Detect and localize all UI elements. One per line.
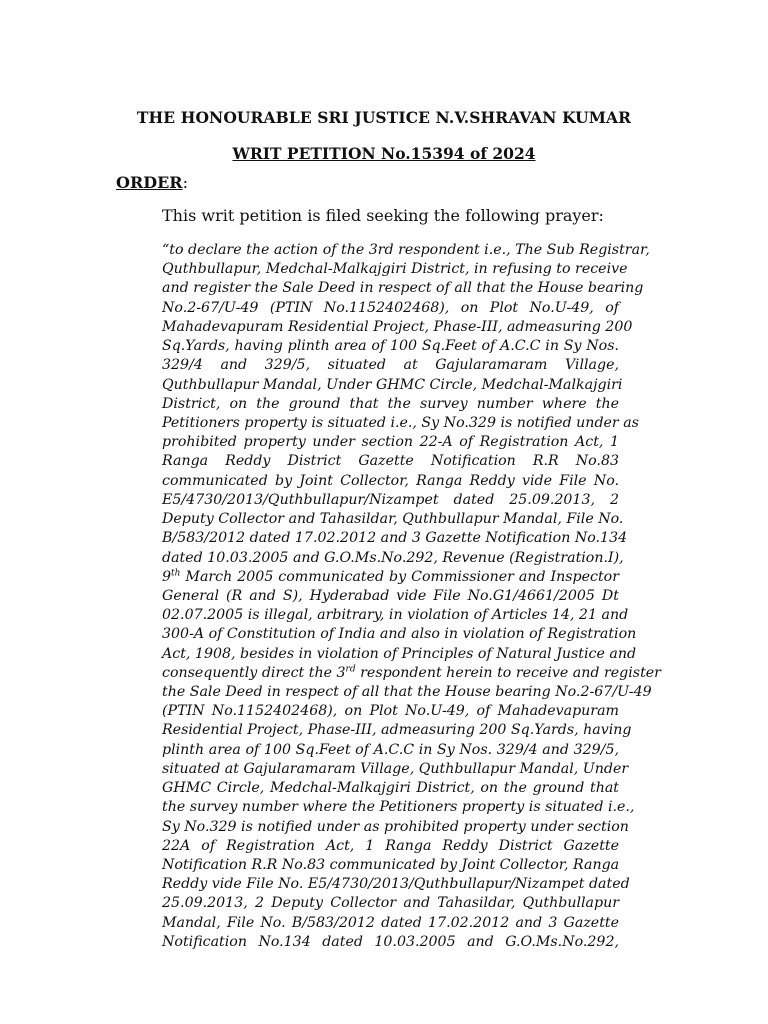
prayer-line: and register the Sale Deed in respect of all that the House bearing: [162, 280, 644, 297]
prayer-line: consequently direct the 3rd respondent herein to receive and register: [162, 664, 661, 681]
order-colon: :: [182, 173, 188, 192]
prayer-line: situated at Gajularamaram Village, Quthbullapur Mandal, Under: [162, 760, 629, 777]
prayer-line: Notification No.134 dated 10.03.2005 and G.O.Ms.No.292,: [162, 933, 619, 950]
prayer-line: the Sale Deed in respect of all that the House bearing No.2-67/U-49: [162, 684, 652, 701]
prayer-line: plinth area of 100 Sq.Feet of A.C.C in Sy Nos. 329/4 and 329/5,: [162, 741, 619, 758]
prayer-line: Reddy vide File No. E5/4730/2013/Quthbullapur/Nizampet dated: [162, 876, 630, 893]
prayer-line: 25.09.2013, 2 Deputy Collector and Tahasildar, Quthbullapur: [162, 895, 619, 912]
prayer-line: (PTIN No.1152402468), on Plot No.U-49, of Mahadevapuram: [162, 703, 619, 720]
prayer-line: GHMC Circle, Medchal-Malkajgiri District, on the ground that: [162, 780, 619, 797]
prayer-line: Ranga Reddy District Gazette Notification R.R No.83: [162, 453, 619, 470]
prayer-line: Notification R.R No.83 communicated by Joint Collector, Ranga: [162, 857, 620, 873]
prayer-line: Act, 1908, besides in violation of Principles of Natural Justice and: [162, 645, 637, 662]
prayer-line: District, on the ground that the survey number where the: [162, 395, 619, 412]
prayer-line: Quthbullapur Mandal, Under GHMC Circle, Medchal-Malkajgiri: [162, 376, 623, 393]
prayer-line: Deputy Collector and Tahasildar, Quthbullapur Mandal, File No.: [162, 511, 624, 528]
petition-heading: [0, 144, 768, 163]
prayer-line: 300-A of Constitution of India and also in violation of Registration: [162, 626, 637, 643]
prayer-line: communicated by Joint Collector, Ranga Reddy vide File No.: [162, 472, 619, 489]
prayer-line: Quthbullapur, Medchal-Malkajgiri District, in refusing to receive: [162, 261, 628, 278]
prayer-line: Sy No.329 is notified under as prohibited property under section: [162, 818, 629, 835]
prayer-line: Sq.Yards, having plinth area of 100 Sq.Feet of A.C.C in Sy Nos.: [162, 338, 619, 355]
prayer-line: Residential Project, Phase-III, admeasuring 200 Sq.Yards, having: [162, 722, 632, 739]
petition-number: WRIT PETITION No.15394 of 2024: [232, 144, 536, 163]
prayer-line: “to declare the action of the 3rd respondent i.e., The Sub Registrar,: [162, 242, 650, 258]
prayer-line: prohibited property under section 22-A of Registration Act, 1: [162, 434, 619, 451]
prayer-line: dated 10.03.2005 and G.O.Ms.No.292, Revenue (Registration.I),: [162, 549, 624, 566]
judge-heading: THE HONOURABLE SRI JUSTICE N.V.SHRAVAN KUMAR: [136, 108, 632, 127]
prayer-line: 02.07.2005 is illegal, arbitrary, in violation of Articles 14, 21 and: [162, 607, 629, 624]
prayer-line: E5/4730/2013/Quthbullapur/Nizampet dated 25.09.2013, 2: [162, 491, 619, 508]
prayer-line: B/583/2012 dated 17.02.2012 and 3 Gazette Notification No.134: [162, 530, 628, 547]
prayer-line: Petitioners property is situated i.e., Sy No.329 is notified under as: [162, 414, 639, 431]
prayer-line: 329/4 and 329/5, situated at Gajularamaram Village,: [162, 357, 619, 374]
prayer-line: 22A of Registration Act, 1 Ranga Reddy District Gazette: [162, 837, 619, 854]
prayer-line: General (R and S), Hyderabad vide File No.G1/4661/2005 Dt: [162, 587, 619, 604]
prayer-line: Mandal, File No. B/583/2012 dated 17.02.2012 and 3 Gazette: [162, 914, 619, 931]
prayer-line: No.2-67/U-49 (PTIN No.1152402468), on Plot No.U-49, of: [162, 299, 619, 316]
order-label: ORDER: [116, 173, 183, 192]
order-heading: [116, 173, 188, 192]
prayer-line: Mahadevapuram Residential Project, Phase-III, admeasuring 200: [162, 318, 633, 335]
prayer-line: the survey number where the Petitioners property is situated i.e.,: [162, 799, 635, 816]
prayer-quote: [162, 241, 661, 952]
prayer-line: 9th March 2005 communicated by Commissioner and Inspector: [162, 567, 619, 585]
intro-sentence: This writ petition is filed seeking the following prayer:: [162, 206, 604, 225]
